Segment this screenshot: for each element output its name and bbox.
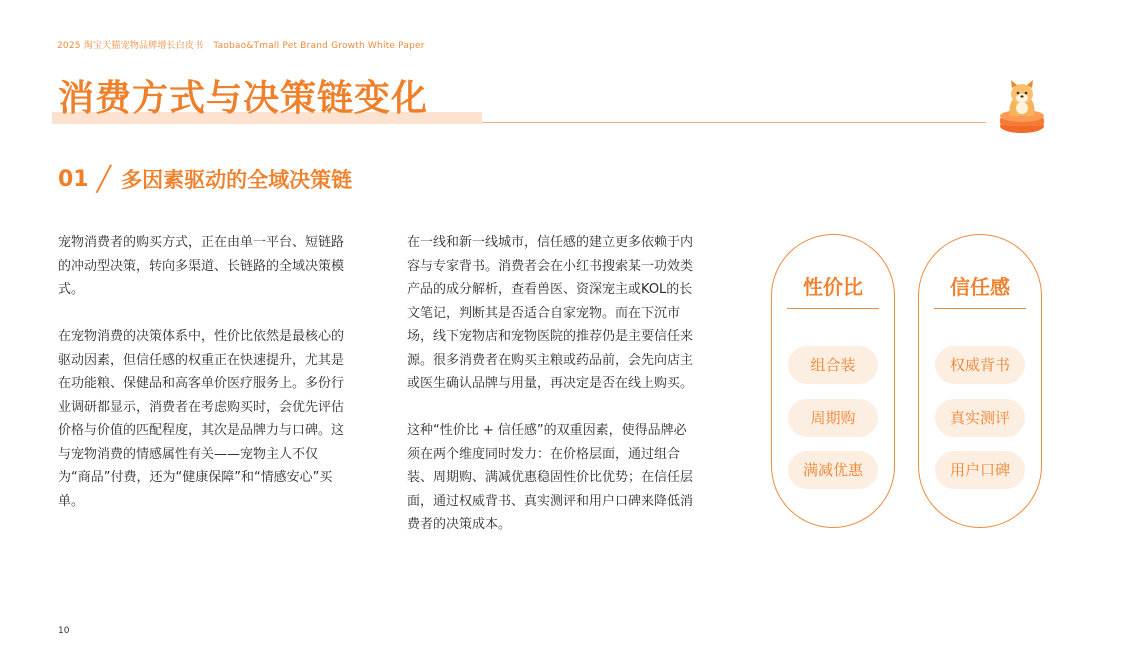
- header-en-title: Taobao&Tmall Pet Brand Growth White Paper: [213, 41, 425, 51]
- pillar-divider: [787, 308, 879, 309]
- pillar-tag: 权威背书: [935, 346, 1025, 384]
- pillar-tag: 周期购: [788, 399, 878, 437]
- pillar-tag: 满减优惠: [788, 451, 878, 489]
- paragraph: 宠物消费者的购买方式，正在由单一平台、短链路的冲动型决策，转向多渠道、长链路的全域决策模式。: [58, 235, 345, 297]
- section-heading: [58, 164, 352, 194]
- pillar-tag: 真实测评: [935, 399, 1025, 437]
- paragraph: 这种“性价比 + 信任感”的双重因素，使得品牌必须在两个维度同时发力：在价格层面，通过组合装、周期购、满减优惠稳固性价比优势；在信任层面，通过权威背书、真实测评和用户口碑来降低消费者的决策成本。: [407, 423, 694, 532]
- text-column-middle: [407, 231, 699, 560]
- section-number: 01: [58, 166, 89, 192]
- text-column-left: [58, 231, 350, 537]
- page-title-block: [52, 72, 428, 126]
- section-slash-divider: ╱: [96, 165, 112, 193]
- title-divider: [482, 122, 986, 123]
- page-number: 10: [58, 626, 70, 636]
- header-line: [57, 38, 425, 51]
- header-cn-title: 2025 淘宝天猫宠物品牌增长白皮书: [57, 41, 204, 51]
- dog-mascot-icon: [996, 78, 1048, 134]
- pillar-title: 性价比: [803, 275, 863, 299]
- pillar-tag: 组合装: [788, 346, 878, 384]
- pillar-divider: [934, 308, 1026, 309]
- pillar-title: 信任感: [950, 275, 1010, 299]
- factor-pillar-trust: [918, 234, 1042, 528]
- pillar-tag: 用户口碑: [935, 451, 1025, 489]
- section-title: 多因素驱动的全域决策链: [121, 168, 353, 192]
- paragraph: 在宠物消费的决策体系中，性价比依然是最核心的驱动因素，但信任感的权重正在快速提升，尤其是在功能粮、保健品和高客单价医疗服务上。多份行业调研都显示，消费者在考虑购买时，会优先评估价格与价值的匹配程度，其次是品牌力与口碑。这与宠物消费的情感属性有关——宠物主人不仅为“商品”付费，还为“健康保障”和“情感安心”买单。: [58, 329, 345, 509]
- page-title: 消费方式与决策链变化: [58, 78, 429, 119]
- factor-pillar-value: [771, 234, 895, 528]
- paragraph: 在一线和新一线城市，信任感的建立更多依赖于内容与专家背书。消费者会在小红书搜索某一功效类产品的成分解析，查看兽医、资深宠主或KOL的长文笔记，判断其是否适合自家宠物。而在下沉市场，线下宠物店和宠物医院的推荐仍是主要信任来源。很多消费者在购买主粮或药品前，会先向店主或医生确认品牌与用量，再决定是否在线上购买。: [407, 235, 694, 391]
